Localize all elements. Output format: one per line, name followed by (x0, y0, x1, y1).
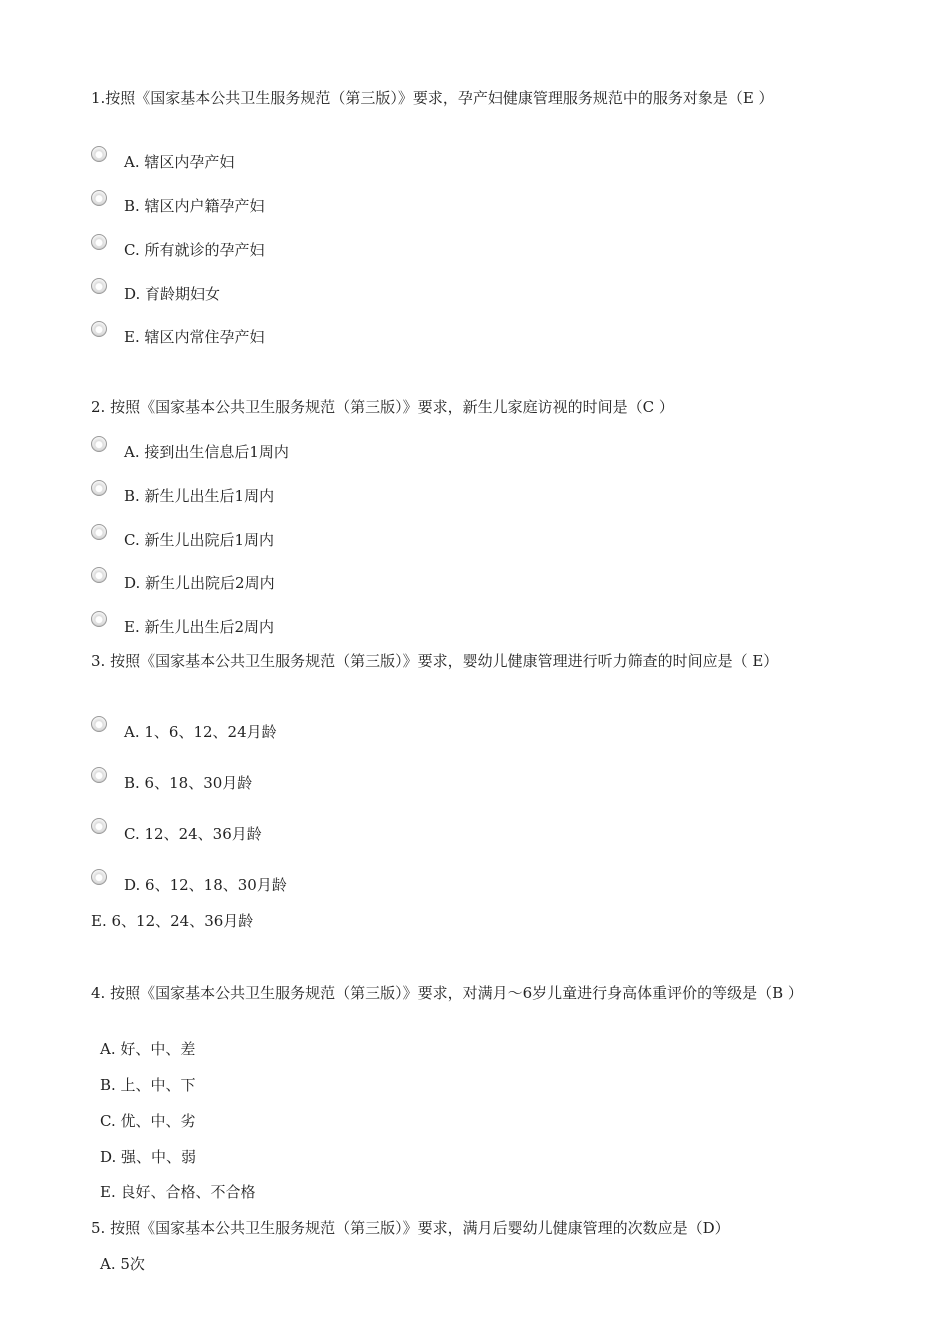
question-1-text: 1.按照《国家基本公共卫生服务规范（第三版）》要求，孕产妇健康管理服务规范中的服务对象是（E ） (91, 89, 774, 107)
q1-option-b[interactable] (91, 190, 265, 214)
q1-option-a[interactable] (91, 146, 234, 170)
q1-option-c[interactable] (91, 234, 264, 258)
q3-option-e: E. 6、12、24、36月龄 (91, 912, 254, 930)
q2-option-e[interactable] (91, 611, 274, 635)
question-2-text: 2. 按照《国家基本公共卫生服务规范（第三版）》要求，新生儿家庭访视的时间是（C ） (91, 398, 674, 416)
radio-button-icon[interactable] (91, 436, 107, 452)
q2-option-c[interactable] (91, 524, 274, 548)
q4-option-d: D. 强、中、弱 (100, 1148, 197, 1166)
option-label: C. 所有就诊的孕产妇 (124, 241, 265, 259)
q1-option-d[interactable] (91, 278, 220, 302)
option-label: A. 1、6、12、24月龄 (124, 723, 277, 741)
radio-button-icon[interactable] (91, 611, 107, 627)
q4-option-e: E. 良好、合格、不合格 (100, 1183, 256, 1201)
option-label: B. 6、18、30月龄 (124, 774, 253, 792)
q3-option-d[interactable] (91, 869, 287, 893)
q2-option-a[interactable] (91, 436, 289, 460)
q2-option-d[interactable] (91, 567, 275, 591)
option-label: B. 新生儿出生后1周内 (124, 487, 275, 505)
question-4-text: 4. 按照《国家基本公共卫生服务规范（第三版）》要求，对满月～6岁儿童进行身高体重评价的等级是（B ） (91, 984, 803, 1002)
option-label: C. 新生儿出院后1周内 (124, 531, 275, 549)
question-3-text: 3. 按照《国家基本公共卫生服务规范（第三版）》要求，婴幼儿健康管理进行听力筛查的时间应是（ E） (91, 652, 779, 670)
q3-option-a[interactable] (91, 716, 277, 740)
option-label: D. 育龄期妇女 (124, 285, 221, 303)
question-5-text: 5. 按照《国家基本公共卫生服务规范（第三版）》要求，满月后婴幼儿健康管理的次数应是（D） (91, 1219, 730, 1237)
option-label: C. 12、24、36月龄 (124, 825, 262, 843)
q5-option-a: A. 5次 (100, 1255, 145, 1273)
radio-button-icon[interactable] (91, 234, 107, 250)
option-label: D. 6、12、18、30月龄 (124, 876, 287, 894)
radio-button-icon[interactable] (91, 818, 107, 834)
option-label: A. 辖区内孕产妇 (124, 153, 235, 171)
radio-button-icon[interactable] (91, 146, 107, 162)
radio-button-icon[interactable] (91, 567, 107, 583)
option-label: D. 新生儿出院后2周内 (124, 574, 275, 592)
option-label: E. 新生儿出生后2周内 (124, 618, 275, 636)
option-label: B. 辖区内户籍孕产妇 (124, 197, 265, 215)
option-label: A. 接到出生信息后1周内 (124, 443, 289, 461)
q1-option-e[interactable] (91, 321, 265, 345)
q3-option-b[interactable] (91, 767, 252, 791)
q4-option-c: C. 优、中、劣 (100, 1112, 196, 1130)
radio-button-icon[interactable] (91, 869, 107, 885)
radio-button-icon[interactable] (91, 190, 107, 206)
q3-option-c[interactable] (91, 818, 262, 842)
radio-button-icon[interactable] (91, 716, 107, 732)
option-label: E. 辖区内常住孕产妇 (124, 328, 265, 346)
radio-button-icon[interactable] (91, 278, 107, 294)
radio-button-icon[interactable] (91, 767, 107, 783)
radio-button-icon[interactable] (91, 524, 107, 540)
radio-button-icon[interactable] (91, 321, 107, 337)
radio-button-icon[interactable] (91, 480, 107, 496)
q4-option-b: B. 上、中、下 (100, 1076, 196, 1094)
q2-option-b[interactable] (91, 480, 274, 504)
q4-option-a: A. 好、中、差 (100, 1040, 196, 1058)
